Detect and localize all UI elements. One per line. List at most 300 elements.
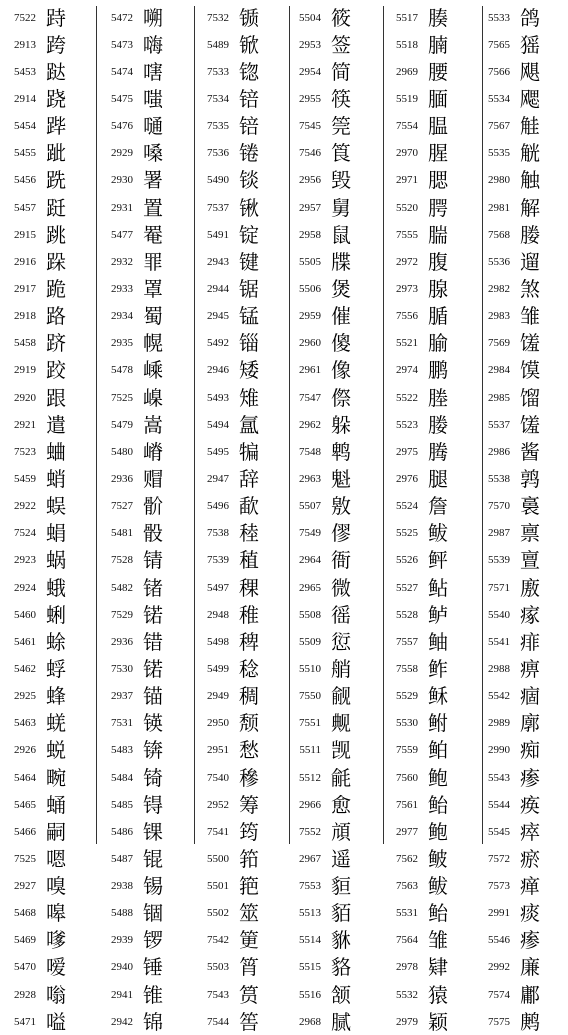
entry-character: 腠 [428, 5, 448, 30]
entry-character: 筦 [331, 114, 351, 139]
entry-number: 2918 [14, 310, 36, 323]
entry-number: 2944 [207, 282, 229, 295]
entry-number: 2914 [14, 92, 36, 105]
index-entry [97, 140, 193, 167]
index-entry [193, 927, 289, 954]
index-entry [0, 954, 96, 981]
entry-number: 7573 [488, 880, 510, 893]
index-entry [285, 58, 381, 85]
entry-character: 蛸 [46, 466, 66, 491]
index-entry [0, 303, 96, 330]
index-entry [285, 764, 381, 791]
entry-character: 腽 [428, 114, 448, 139]
index-entry [97, 574, 193, 601]
index-entry [474, 520, 568, 547]
index-entry [382, 303, 478, 330]
entry-character: 腰 [428, 59, 448, 84]
entry-number: 7527 [111, 500, 133, 513]
entry-number: 7522 [14, 11, 36, 24]
entry-number: 5530 [396, 717, 418, 730]
index-entry [0, 927, 96, 954]
entry-number: 7525 [14, 852, 36, 865]
entry-character: 馏 [520, 385, 540, 410]
entry-character: 鲍 [428, 765, 448, 790]
entry-number: 5507 [299, 500, 321, 513]
entry-character: 貅 [331, 928, 351, 953]
entry-character: 锰 [239, 304, 259, 329]
entry-number: 7558 [396, 662, 418, 675]
entry-character: 稣 [428, 684, 448, 709]
entry-number: 2939 [111, 934, 133, 947]
entry-character: 腾 [428, 439, 448, 464]
entry-character: 跻 [46, 331, 66, 356]
entry-character: 锳 [143, 711, 163, 736]
index-entry [474, 927, 568, 954]
entry-number: 2987 [488, 527, 510, 540]
index-entry [0, 384, 96, 411]
index-entry [382, 737, 478, 764]
entry-number: 5511 [299, 744, 321, 757]
index-entry [285, 140, 381, 167]
entry-character: 锬 [239, 168, 259, 193]
entry-character: 觟 [520, 114, 540, 139]
entry-character: 頏 [331, 819, 351, 844]
entry-number: 2925 [14, 690, 36, 703]
entry-character: 嗯 [46, 846, 66, 871]
entry-number: 7568 [488, 228, 510, 241]
entry-character: 幌 [143, 331, 163, 356]
entry-character: 遥 [331, 846, 351, 871]
index-entry [193, 628, 289, 655]
index-entry [193, 384, 289, 411]
index-entry [0, 873, 96, 900]
entry-number: 2955 [299, 92, 321, 105]
entry-number: 2957 [299, 201, 321, 214]
index-entry [97, 520, 193, 547]
entry-number: 5526 [396, 554, 418, 567]
index-entry [285, 791, 381, 818]
entry-character: 廒 [520, 575, 540, 600]
index-entry [193, 31, 289, 58]
entry-number: 7546 [299, 147, 321, 160]
index-entry [382, 981, 478, 1008]
index-entry [382, 411, 478, 438]
index-entry [193, 873, 289, 900]
index-entry [285, 818, 381, 845]
index-entry [193, 764, 289, 791]
entry-character: 腧 [428, 331, 448, 356]
entry-number: 7563 [396, 880, 418, 893]
entry-character: 飔 [520, 86, 540, 111]
entry-number: 2967 [299, 852, 321, 865]
entry-character: 鲏 [428, 846, 448, 871]
index-entry [97, 31, 193, 58]
entry-number: 7557 [396, 635, 418, 648]
entry-number: 5473 [111, 38, 133, 51]
index-entry [193, 357, 289, 384]
entry-number: 7525 [111, 391, 133, 404]
entry-character: 跺 [46, 249, 66, 274]
entry-character: 雉 [239, 385, 259, 410]
entry-character: 触 [520, 168, 540, 193]
index-entry [97, 58, 193, 85]
entry-number: 5498 [207, 635, 229, 648]
index-entry [0, 58, 96, 85]
entry-number: 2921 [14, 418, 36, 431]
index-entry [97, 710, 193, 737]
entry-number: 2983 [488, 310, 510, 323]
entry-number: 2959 [299, 310, 321, 323]
index-entry [0, 330, 96, 357]
entry-character: 跤 [46, 358, 66, 383]
entry-number: 2938 [111, 880, 133, 893]
entry-number: 2928 [14, 988, 36, 1001]
index-entry [285, 601, 381, 628]
entry-number: 2985 [488, 391, 510, 404]
index-entry [285, 927, 381, 954]
index-entry [474, 357, 568, 384]
entry-number: 2935 [111, 337, 133, 350]
entry-number: 5503 [207, 961, 229, 974]
entry-number: 5488 [111, 907, 133, 920]
index-entry [0, 85, 96, 112]
entry-number: 5477 [111, 228, 133, 241]
entry-number: 7575 [488, 1015, 510, 1028]
entry-character: 鹒 [520, 1009, 540, 1034]
entry-number: 5462 [14, 662, 36, 675]
index-entry [474, 873, 568, 900]
entry-number: 5453 [14, 65, 36, 78]
index-entry [382, 85, 478, 112]
index-entry [474, 113, 568, 140]
index-entry [474, 601, 568, 628]
index-entry [285, 900, 381, 927]
entry-number: 7537 [207, 201, 229, 214]
index-entry [382, 221, 478, 248]
entry-character: 舅 [331, 195, 351, 220]
index-entry [193, 520, 289, 547]
index-entry [474, 493, 568, 520]
index-entry [285, 384, 381, 411]
index-entry [382, 873, 478, 900]
entry-number: 5478 [111, 364, 133, 377]
entry-number: 2964 [299, 554, 321, 567]
entry-number: 7554 [396, 120, 418, 133]
entry-character: 蜈 [46, 494, 66, 519]
entry-number: 7533 [207, 65, 229, 78]
entry-character: 腩 [428, 32, 448, 57]
index-entry [285, 438, 381, 465]
entry-character: 锖 [143, 548, 163, 573]
index-entry [285, 493, 381, 520]
index-entry [382, 710, 478, 737]
index-entry [474, 303, 568, 330]
index-entry [474, 547, 568, 574]
entry-character: 锪 [239, 59, 259, 84]
index-entry [285, 520, 381, 547]
entry-character: 敫 [331, 494, 351, 519]
entry-character: 腼 [428, 86, 448, 111]
entry-number: 5545 [488, 825, 510, 838]
entry-character: 锧 [239, 5, 259, 30]
index-entry [382, 4, 478, 31]
entry-number: 2936 [111, 635, 133, 648]
entry-number: 2924 [14, 581, 36, 594]
index-entry [474, 194, 568, 221]
entry-character: 貊 [331, 901, 351, 926]
entry-character: 嗌 [46, 1009, 66, 1034]
entry-character: 跟 [46, 385, 66, 410]
entry-character: 雏 [428, 928, 448, 953]
entry-character: 鲉 [428, 629, 448, 654]
entry-number: 5519 [396, 92, 418, 105]
index-entry [285, 275, 381, 302]
entry-number: 5494 [207, 418, 229, 431]
entry-character: 痼 [520, 684, 540, 709]
entry-number: 5518 [396, 38, 418, 51]
entry-character: 锦 [143, 1009, 163, 1034]
entry-number: 2942 [111, 1015, 133, 1028]
entry-character: 毹 [331, 765, 351, 790]
entry-number: 7538 [207, 527, 229, 540]
entry-character: 像 [331, 358, 351, 383]
entry-number: 5501 [207, 880, 229, 893]
entry-number: 5463 [14, 717, 36, 730]
index-entry [285, 628, 381, 655]
entry-character: 貉 [331, 955, 351, 980]
entry-character: 锢 [143, 901, 163, 926]
index-entry [382, 845, 478, 872]
entry-character: 稚 [239, 602, 259, 627]
index-entry [285, 31, 381, 58]
entry-character: 筶 [239, 1009, 259, 1034]
entry-character: 裛 [520, 494, 540, 519]
entry-character: 僇 [331, 521, 351, 546]
index-entry [382, 791, 478, 818]
entry-number: 2922 [14, 500, 36, 513]
entry-number: 5536 [488, 255, 510, 268]
entry-character: 塍 [428, 385, 448, 410]
entry-number: 5532 [396, 988, 418, 1001]
entry-number: 7562 [396, 852, 418, 865]
entry-number: 5471 [14, 1015, 36, 1028]
index-entry [382, 357, 478, 384]
entry-character: 稠 [239, 684, 259, 709]
index-entry [193, 140, 289, 167]
entry-number: 5533 [488, 11, 510, 24]
entry-number: 2916 [14, 255, 36, 268]
entry-character: 馐 [520, 412, 540, 437]
index-entry [193, 601, 289, 628]
entry-character: 跨 [46, 32, 66, 57]
index-entry [97, 927, 193, 954]
index-entry [382, 248, 478, 275]
index-entry [193, 303, 289, 330]
index-entry [0, 845, 96, 872]
index-entry [285, 655, 381, 682]
entry-character: 签 [331, 32, 351, 57]
index-column-6 [474, 4, 568, 1035]
entry-character: 嗨 [143, 32, 163, 57]
index-entry [193, 683, 289, 710]
entry-character: 锯 [239, 276, 259, 301]
entry-character: 跶 [46, 59, 66, 84]
index-entry [474, 31, 568, 58]
entry-number: 7547 [299, 391, 321, 404]
entry-number: 5466 [14, 825, 36, 838]
index-entry [0, 221, 96, 248]
entry-number: 7553 [299, 880, 321, 893]
entry-number: 2941 [111, 988, 133, 1001]
entry-number: 5457 [14, 201, 36, 214]
entry-character: 筼 [239, 982, 259, 1007]
entry-character: 觎 [331, 684, 351, 709]
entry-character: 腯 [428, 304, 448, 329]
entry-number: 2968 [299, 1015, 321, 1028]
index-entry [285, 85, 381, 112]
entry-number: 5459 [14, 472, 36, 485]
entry-number: 5534 [488, 92, 510, 105]
entry-number: 2931 [111, 201, 133, 214]
entry-character: 腥 [428, 141, 448, 166]
entry-character: 毁 [331, 168, 351, 193]
index-entry [382, 818, 478, 845]
entry-number: 7543 [207, 988, 229, 1001]
index-entry [97, 465, 193, 492]
entry-character: 腨 [428, 222, 448, 247]
index-entry [97, 737, 193, 764]
index-entry [0, 683, 96, 710]
index-entry [382, 628, 478, 655]
entry-number: 7530 [111, 662, 133, 675]
entry-number: 7561 [396, 798, 418, 811]
entry-character: 痰 [520, 901, 540, 926]
entry-number: 2919 [14, 364, 36, 377]
index-entry [193, 465, 289, 492]
entry-character: 锚 [143, 684, 163, 709]
entry-number: 5509 [299, 635, 321, 648]
index-entry [382, 601, 478, 628]
entry-character: 锘 [143, 602, 163, 627]
entry-character: 肄 [428, 955, 448, 980]
entry-number: 5537 [488, 418, 510, 431]
entry-number: 2988 [488, 662, 510, 675]
entry-number: 7548 [299, 445, 321, 458]
entry-number: 7574 [488, 988, 510, 1001]
index-entry [97, 194, 193, 221]
entry-character: 觊 [331, 738, 351, 763]
entry-number: 7566 [488, 65, 510, 78]
index-entry [474, 140, 568, 167]
entry-character: 筱 [331, 5, 351, 30]
entry-number: 5485 [111, 798, 133, 811]
entry-number: 5540 [488, 608, 510, 621]
entry-character: 鲅 [428, 521, 448, 546]
entry-number: 7545 [299, 120, 321, 133]
entry-character: 痪 [520, 792, 540, 817]
entry-character: 腺 [428, 276, 448, 301]
entry-number: 5483 [111, 744, 133, 757]
entry-number: 5531 [396, 907, 418, 920]
index-entry [193, 818, 289, 845]
entry-character: 鸽 [520, 5, 540, 30]
index-entry [0, 357, 96, 384]
index-entry [193, 791, 289, 818]
index-entry [382, 167, 478, 194]
entry-character: 蛾 [46, 575, 66, 600]
index-entry [285, 194, 381, 221]
index-column-3 [193, 4, 289, 1035]
index-entry [474, 683, 568, 710]
entry-character: 蛐 [46, 439, 66, 464]
entry-number: 5515 [299, 961, 321, 974]
entry-character: 嗡 [46, 982, 66, 1007]
entry-character: 锫 [239, 114, 259, 139]
index-entry [193, 493, 289, 520]
entry-character: 傺 [331, 385, 351, 410]
index-entry [0, 113, 96, 140]
entry-character: 催 [331, 304, 351, 329]
entry-character: 锗 [143, 575, 163, 600]
index-entry [97, 357, 193, 384]
entry-number: 5454 [14, 120, 36, 133]
entry-number: 5495 [207, 445, 229, 458]
entry-number: 2930 [111, 174, 133, 187]
entry-character: 蜉 [46, 656, 66, 681]
index-entry [382, 927, 478, 954]
index-entry [0, 194, 96, 221]
entry-number: 2937 [111, 690, 133, 703]
entry-number: 2975 [396, 445, 418, 458]
entry-number: 5484 [111, 771, 133, 784]
entry-character: 骱 [143, 494, 163, 519]
entry-number: 5482 [111, 581, 133, 594]
entry-character: 瘆 [520, 765, 540, 790]
entry-number: 7542 [207, 934, 229, 947]
index-entry [285, 981, 381, 1008]
index-column-4 [285, 4, 381, 1035]
entry-character: 腹 [428, 249, 448, 274]
entry-number: 2972 [396, 255, 418, 268]
entry-character: 锟 [143, 846, 163, 871]
index-entry [382, 330, 478, 357]
entry-character: 蜣 [46, 711, 66, 736]
entry-number: 2976 [396, 472, 418, 485]
index-entry [0, 411, 96, 438]
entry-number: 5476 [111, 120, 133, 133]
index-entry [193, 167, 289, 194]
entry-number: 5516 [299, 988, 321, 1001]
entry-number: 5487 [111, 852, 133, 865]
entry-character: 稑 [239, 521, 259, 546]
entry-character: 詹 [428, 494, 448, 519]
index-entry [474, 981, 568, 1008]
entry-number: 5529 [396, 690, 418, 703]
index-entry [97, 167, 193, 194]
entry-number: 2953 [299, 38, 321, 51]
entry-character: 颔 [331, 982, 351, 1007]
entry-number: 5480 [111, 445, 133, 458]
entry-character: 媵 [520, 222, 540, 247]
entry-character: 蜍 [46, 629, 66, 654]
entry-character: 嗣 [46, 819, 66, 844]
index-entry [285, 1008, 381, 1035]
entry-character: 嗅 [46, 874, 66, 899]
index-entry [97, 655, 193, 682]
entry-number: 2966 [299, 798, 321, 811]
entry-number: 7532 [207, 11, 229, 24]
index-entry [285, 4, 381, 31]
